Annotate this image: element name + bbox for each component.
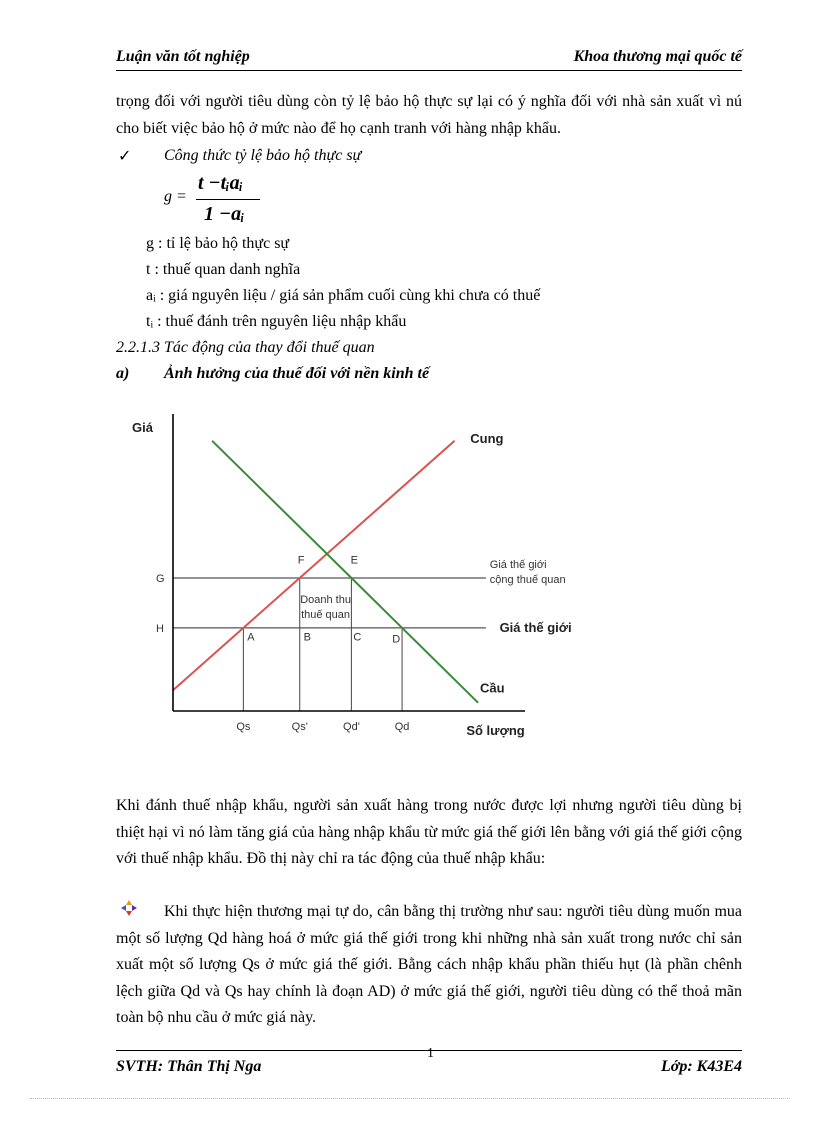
tariff-chart bbox=[120, 408, 650, 738]
formula-title: Công thức tỷ lệ bảo hộ thực sự bbox=[164, 147, 362, 164]
definition-ti: tᵢ : thuế đánh trên nguyên liệu nhập khẩu bbox=[146, 313, 407, 330]
footer-left: SVTH: Thân Thị Nga bbox=[116, 1058, 262, 1075]
x-tick-2: Qs' bbox=[291, 721, 308, 733]
x-tick-1: Qs bbox=[236, 721, 251, 733]
x-axis-label: Số lượng bbox=[466, 723, 525, 738]
intro-paragraph: trọng đối với người tiêu dùng còn tỷ lệ bảo hộ thực sự lại có ý nghĩa đối với nhà sản xuất vì nú cho biết việc bảo hộ ở mức nào để họ cạnh tranh với hàng nhập khẩu. bbox=[116, 93, 742, 137]
world-plus-tariff-label-2: cộng thuế quan bbox=[489, 573, 566, 586]
header-left: Luận văn tốt nghiệp bbox=[116, 48, 250, 65]
point-label-F: F bbox=[297, 554, 305, 567]
bullet-paragraph: Khi thực hiện thương mại tự do, cân bằng thị trường như sau: người tiêu dùng muốn mua một số lượng Qd hàng hoá ở mức giá thế giới trong khi những nhà sản xuất trong nước chỉ sản xuất một số lượng Qs ở mức giá thế giới. Bằng cách nhập khẩu phần thiếu hụt (là phần chênh lệch giữa Qd và Qs hay chính là đoạn AD) ở mức giá thế giới, người tiêu dùng có thể thoả mãn toàn bộ nhu cầu ở mức giá này. bbox=[116, 903, 742, 1026]
y-axis-label: Giá bbox=[132, 420, 153, 435]
point-label-E: E bbox=[350, 554, 358, 567]
header-rule bbox=[116, 70, 742, 71]
definition-t: t : thuế quan danh nghĩa bbox=[146, 261, 301, 278]
point-label-D: D bbox=[392, 633, 401, 646]
tariff-revenue-label-1: Doanh thu bbox=[300, 593, 351, 606]
page-edge-dots bbox=[30, 1098, 790, 1099]
y-tick-G: G bbox=[156, 572, 165, 585]
demand-label: Cầu bbox=[480, 680, 505, 696]
x-tick-3: Qd' bbox=[343, 721, 360, 733]
demand-curve bbox=[212, 441, 478, 703]
world-price-label: Giá thế giới bbox=[499, 619, 572, 635]
supply-curve bbox=[173, 441, 455, 690]
y-tick-H: H bbox=[156, 622, 164, 635]
footer-right: Lớp: K43E4 bbox=[660, 1058, 742, 1075]
definition-ai: aᵢ : giá nguyên liệu / giá sản phẩm cuối cùng khi chưa có thuế bbox=[146, 287, 541, 304]
supply-label: Cung bbox=[470, 430, 504, 446]
subheading-marker: a) bbox=[116, 365, 130, 382]
check-mark-icon: ✓ bbox=[118, 148, 132, 165]
fraction-bar bbox=[196, 199, 260, 200]
x-tick-4: Qd bbox=[394, 721, 410, 733]
formula-lhs: g = bbox=[164, 188, 187, 205]
body-paragraph: Khi đánh thuế nhập khẩu, người sản xuất hàng trong nước được lợi nhưng người tiêu dùng bị thiệt hại vì nó làm tăng giá của hàng nhập khẩu từ mức giá thế giới lên bằng với giá thế giới cộng với thuế nhập khẩu. Đồ thị này chỉ ra tác động của thuế nhập khẩu: bbox=[116, 797, 742, 867]
header-right: Khoa thương mại quốc tế bbox=[573, 48, 742, 65]
point-label-A: A bbox=[247, 631, 255, 644]
point-label-C: C bbox=[353, 631, 362, 644]
world-plus-tariff-label-1: Giá thế giới bbox=[489, 558, 547, 571]
subheading-text: Ảnh hưởng của thuế đối với nền kinh tế bbox=[164, 365, 430, 382]
formula bbox=[164, 172, 284, 230]
tariff-revenue-label-2: thuế quan bbox=[301, 608, 351, 621]
definition-g: g : tỉ lệ bảo hộ thực sự bbox=[146, 235, 290, 252]
formula-denominator: 1 −aᵢ bbox=[204, 203, 245, 225]
point-label-B: B bbox=[303, 631, 311, 644]
page-number: 1 bbox=[427, 1046, 434, 1061]
section-heading: 2.2.1.3 Tác động của thay đổi thuế quan bbox=[116, 339, 375, 356]
formula-numerator: t −tᵢaᵢ bbox=[198, 172, 244, 194]
